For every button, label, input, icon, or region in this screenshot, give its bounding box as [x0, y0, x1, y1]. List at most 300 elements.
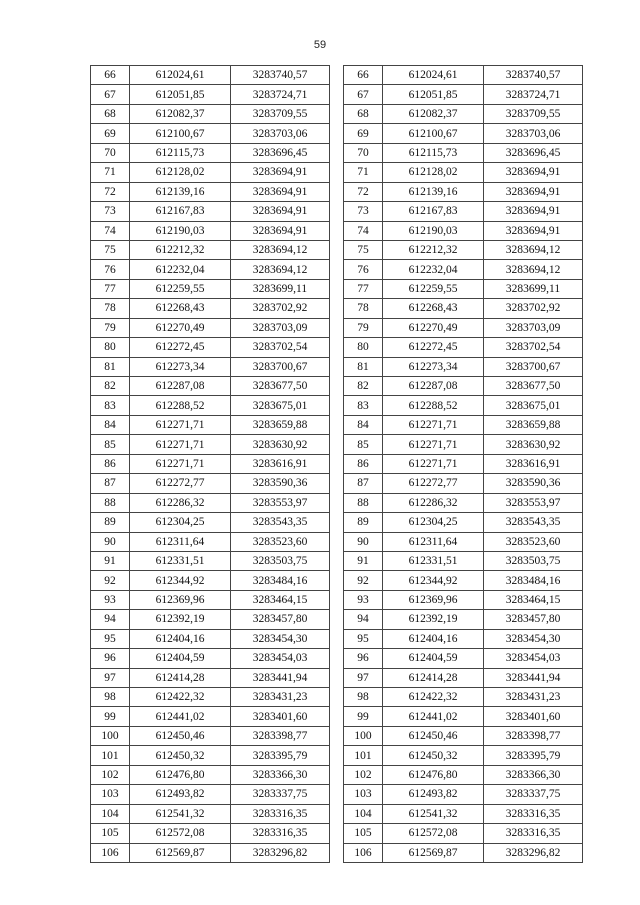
point-number-cell: 105 [344, 824, 383, 843]
y-coordinate-cell: 3283703,06 [484, 124, 583, 143]
x-coordinate-cell: 612115,73 [130, 143, 231, 162]
y-coordinate-cell: 3283543,35 [484, 513, 583, 532]
y-coordinate-cell: 3283700,67 [484, 357, 583, 376]
table-row [91, 260, 330, 279]
table-row [91, 357, 330, 376]
y-coordinate-cell: 3283677,50 [484, 377, 583, 396]
table-row [91, 649, 330, 668]
x-coordinate-cell: 612272,77 [383, 474, 484, 493]
y-coordinate-cell: 3283709,55 [484, 104, 583, 123]
table-row [91, 279, 330, 298]
table-row [344, 474, 583, 493]
y-coordinate-cell: 3283523,60 [484, 532, 583, 551]
point-number-cell: 103 [344, 785, 383, 804]
y-coordinate-cell: 3283630,92 [231, 435, 330, 454]
table-row [344, 124, 583, 143]
y-coordinate-cell: 3283457,80 [231, 610, 330, 629]
x-coordinate-cell: 612450,32 [383, 746, 484, 765]
x-coordinate-cell: 612082,37 [130, 104, 231, 123]
y-coordinate-cell: 3283694,91 [231, 182, 330, 201]
x-coordinate-cell: 612272,45 [130, 338, 231, 357]
x-coordinate-cell: 612344,92 [130, 571, 231, 590]
x-coordinate-cell: 612404,16 [383, 629, 484, 648]
x-coordinate-cell: 612422,32 [383, 688, 484, 707]
table-row [91, 163, 330, 182]
x-coordinate-cell: 612286,32 [130, 493, 231, 512]
point-number-cell: 79 [91, 318, 130, 337]
table-row [91, 240, 330, 259]
x-coordinate-cell: 612569,87 [130, 843, 231, 862]
y-coordinate-cell: 3283431,23 [484, 688, 583, 707]
y-coordinate-cell: 3283694,91 [484, 221, 583, 240]
table-row [91, 571, 330, 590]
x-coordinate-cell: 612167,83 [130, 202, 231, 221]
table-row [91, 824, 330, 843]
x-coordinate-cell: 612259,55 [130, 279, 231, 298]
y-coordinate-cell: 3283724,71 [231, 85, 330, 104]
point-number-cell: 80 [91, 338, 130, 357]
table-row [344, 765, 583, 784]
point-number-cell: 84 [91, 415, 130, 434]
point-number-cell: 66 [344, 66, 383, 85]
point-number-cell: 100 [344, 726, 383, 745]
table-row [91, 104, 330, 123]
x-coordinate-cell: 612270,49 [383, 318, 484, 337]
x-coordinate-cell: 612450,46 [383, 726, 484, 745]
table-row [91, 435, 330, 454]
point-number-cell: 78 [344, 299, 383, 318]
y-coordinate-cell: 3283696,45 [484, 143, 583, 162]
table-row [344, 532, 583, 551]
y-coordinate-cell: 3283724,71 [484, 85, 583, 104]
point-number-cell: 100 [91, 726, 130, 745]
y-coordinate-cell: 3283694,91 [231, 202, 330, 221]
y-coordinate-cell: 3283401,60 [484, 707, 583, 726]
y-coordinate-cell: 3283696,45 [231, 143, 330, 162]
x-coordinate-cell: 612288,52 [130, 396, 231, 415]
point-number-cell: 96 [91, 649, 130, 668]
table-row [91, 551, 330, 570]
table-row [91, 396, 330, 415]
point-number-cell: 99 [91, 707, 130, 726]
y-coordinate-cell: 3283590,36 [484, 474, 583, 493]
y-coordinate-cell: 3283316,35 [231, 804, 330, 823]
y-coordinate-cell: 3283366,30 [231, 765, 330, 784]
x-coordinate-cell: 612288,52 [383, 396, 484, 415]
point-number-cell: 102 [344, 765, 383, 784]
y-coordinate-cell: 3283694,91 [484, 202, 583, 221]
table-row [91, 474, 330, 493]
x-coordinate-cell: 612369,96 [130, 590, 231, 609]
x-coordinate-cell: 612212,32 [383, 240, 484, 259]
table-row [344, 668, 583, 687]
x-coordinate-cell: 612051,85 [130, 85, 231, 104]
y-coordinate-cell: 3283659,88 [231, 415, 330, 434]
table-row [91, 843, 330, 862]
y-coordinate-cell: 3283694,12 [231, 260, 330, 279]
x-coordinate-cell: 612272,77 [130, 474, 231, 493]
y-coordinate-cell: 3283590,36 [231, 474, 330, 493]
x-coordinate-cell: 612259,55 [383, 279, 484, 298]
x-coordinate-cell: 612128,02 [383, 163, 484, 182]
point-number-cell: 76 [91, 260, 130, 279]
x-coordinate-cell: 612100,67 [130, 124, 231, 143]
y-coordinate-cell: 3283616,91 [484, 454, 583, 473]
point-number-cell: 94 [91, 610, 130, 629]
y-coordinate-cell: 3283316,35 [484, 804, 583, 823]
x-coordinate-cell: 612115,73 [383, 143, 484, 162]
point-number-cell: 78 [91, 299, 130, 318]
point-number-cell: 76 [344, 260, 383, 279]
table-row [91, 143, 330, 162]
point-number-cell: 99 [344, 707, 383, 726]
x-coordinate-cell: 612128,02 [130, 163, 231, 182]
y-coordinate-cell: 3283553,97 [231, 493, 330, 512]
point-number-cell: 70 [91, 143, 130, 162]
point-number-cell: 89 [91, 513, 130, 532]
table-row [91, 338, 330, 357]
y-coordinate-cell: 3283316,35 [484, 824, 583, 843]
table-row [91, 726, 330, 745]
table-body-right [344, 66, 583, 863]
point-number-cell: 85 [344, 435, 383, 454]
x-coordinate-cell: 612212,32 [130, 240, 231, 259]
y-coordinate-cell: 3283395,79 [231, 746, 330, 765]
table-row [91, 454, 330, 473]
table-row [91, 66, 330, 85]
table-row [344, 338, 583, 357]
point-number-cell: 81 [344, 357, 383, 376]
point-number-cell: 87 [91, 474, 130, 493]
point-number-cell: 104 [344, 804, 383, 823]
y-coordinate-cell: 3283694,91 [231, 163, 330, 182]
coordinate-table-right [343, 65, 583, 863]
table-row [91, 765, 330, 784]
point-number-cell: 71 [91, 163, 130, 182]
point-number-cell: 66 [91, 66, 130, 85]
x-coordinate-cell: 612271,71 [130, 454, 231, 473]
point-number-cell: 101 [344, 746, 383, 765]
x-coordinate-cell: 612414,28 [383, 668, 484, 687]
x-coordinate-cell: 612139,16 [383, 182, 484, 201]
y-coordinate-cell: 3283694,91 [484, 182, 583, 201]
y-coordinate-cell: 3283441,94 [231, 668, 330, 687]
x-coordinate-cell: 612287,08 [130, 377, 231, 396]
x-coordinate-cell: 612311,64 [130, 532, 231, 551]
x-coordinate-cell: 612273,34 [383, 357, 484, 376]
y-coordinate-cell: 3283441,94 [484, 668, 583, 687]
point-number-cell: 67 [344, 85, 383, 104]
y-coordinate-cell: 3283543,35 [231, 513, 330, 532]
table-row [91, 629, 330, 648]
point-number-cell: 68 [344, 104, 383, 123]
y-coordinate-cell: 3283740,57 [231, 66, 330, 85]
table-row [91, 610, 330, 629]
y-coordinate-cell: 3283484,16 [231, 571, 330, 590]
x-coordinate-cell: 612476,80 [383, 765, 484, 784]
x-coordinate-cell: 612493,82 [130, 785, 231, 804]
point-number-cell: 72 [91, 182, 130, 201]
y-coordinate-cell: 3283398,77 [231, 726, 330, 745]
table-row [91, 377, 330, 396]
point-number-cell: 101 [91, 746, 130, 765]
x-coordinate-cell: 612286,32 [383, 493, 484, 512]
table-row [91, 513, 330, 532]
point-number-cell: 73 [344, 202, 383, 221]
point-number-cell: 97 [344, 668, 383, 687]
y-coordinate-cell: 3283553,97 [484, 493, 583, 512]
y-coordinate-cell: 3283454,03 [484, 649, 583, 668]
x-coordinate-cell: 612572,08 [130, 824, 231, 843]
x-coordinate-cell: 612369,96 [383, 590, 484, 609]
x-coordinate-cell: 612272,45 [383, 338, 484, 357]
x-coordinate-cell: 612024,61 [383, 66, 484, 85]
point-number-cell: 77 [344, 279, 383, 298]
y-coordinate-cell: 3283457,80 [484, 610, 583, 629]
x-coordinate-cell: 612273,34 [130, 357, 231, 376]
x-coordinate-cell: 612541,32 [130, 804, 231, 823]
table-row [344, 415, 583, 434]
y-coordinate-cell: 3283454,30 [484, 629, 583, 648]
table-row [91, 668, 330, 687]
point-number-cell: 91 [344, 551, 383, 570]
y-coordinate-cell: 3283694,12 [484, 260, 583, 279]
point-number-cell: 69 [344, 124, 383, 143]
table-row [91, 532, 330, 551]
table-row [344, 649, 583, 668]
x-coordinate-cell: 612271,71 [130, 435, 231, 454]
point-number-cell: 102 [91, 765, 130, 784]
x-coordinate-cell: 612304,25 [383, 513, 484, 532]
point-number-cell: 86 [344, 454, 383, 473]
table-row [344, 551, 583, 570]
x-coordinate-cell: 612441,02 [383, 707, 484, 726]
x-coordinate-cell: 612051,85 [383, 85, 484, 104]
table-row [91, 785, 330, 804]
table-row [344, 377, 583, 396]
point-number-cell: 73 [91, 202, 130, 221]
coordinate-table-left [90, 65, 330, 863]
y-coordinate-cell: 3283464,15 [231, 590, 330, 609]
y-coordinate-cell: 3283395,79 [484, 746, 583, 765]
table-row [91, 746, 330, 765]
y-coordinate-cell: 3283296,82 [484, 843, 583, 862]
table-row [344, 824, 583, 843]
table-row [91, 202, 330, 221]
x-coordinate-cell: 612572,08 [383, 824, 484, 843]
x-coordinate-cell: 612344,92 [383, 571, 484, 590]
table-row [344, 85, 583, 104]
x-coordinate-cell: 612404,59 [130, 649, 231, 668]
y-coordinate-cell: 3283694,12 [484, 240, 583, 259]
y-coordinate-cell: 3283454,03 [231, 649, 330, 668]
table-body-left [91, 66, 330, 863]
y-coordinate-cell: 3283699,11 [231, 279, 330, 298]
table-row [344, 726, 583, 745]
table-row [344, 590, 583, 609]
y-coordinate-cell: 3283675,01 [484, 396, 583, 415]
point-number-cell: 82 [344, 377, 383, 396]
table-row [344, 279, 583, 298]
table-row [344, 240, 583, 259]
x-coordinate-cell: 612190,03 [130, 221, 231, 240]
table-row [344, 843, 583, 862]
table-row [344, 785, 583, 804]
point-number-cell: 86 [91, 454, 130, 473]
point-number-cell: 69 [91, 124, 130, 143]
point-number-cell: 84 [344, 415, 383, 434]
x-coordinate-cell: 612476,80 [130, 765, 231, 784]
y-coordinate-cell: 3283703,09 [484, 318, 583, 337]
x-coordinate-cell: 612270,49 [130, 318, 231, 337]
point-number-cell: 89 [344, 513, 383, 532]
y-coordinate-cell: 3283431,23 [231, 688, 330, 707]
x-coordinate-cell: 612541,32 [383, 804, 484, 823]
table-row [344, 629, 583, 648]
point-number-cell: 81 [91, 357, 130, 376]
point-number-cell: 98 [91, 688, 130, 707]
y-coordinate-cell: 3283398,77 [484, 726, 583, 745]
page-number: 59 [313, 39, 327, 51]
y-coordinate-cell: 3283702,92 [484, 299, 583, 318]
point-number-cell: 105 [91, 824, 130, 843]
point-number-cell: 90 [91, 532, 130, 551]
x-coordinate-cell: 612082,37 [383, 104, 484, 123]
x-coordinate-cell: 612268,43 [130, 299, 231, 318]
y-coordinate-cell: 3283296,82 [231, 843, 330, 862]
y-coordinate-cell: 3283484,16 [484, 571, 583, 590]
table-row [344, 260, 583, 279]
point-number-cell: 91 [91, 551, 130, 570]
point-number-cell: 79 [344, 318, 383, 337]
point-number-cell: 75 [91, 240, 130, 259]
point-number-cell: 83 [91, 396, 130, 415]
table-row [344, 299, 583, 318]
point-number-cell: 67 [91, 85, 130, 104]
y-coordinate-cell: 3283366,30 [484, 765, 583, 784]
y-coordinate-cell: 3283503,75 [484, 551, 583, 570]
x-coordinate-cell: 612024,61 [130, 66, 231, 85]
point-number-cell: 94 [344, 610, 383, 629]
x-coordinate-cell: 612287,08 [383, 377, 484, 396]
table-row [91, 590, 330, 609]
table-row [344, 493, 583, 512]
table-row [344, 435, 583, 454]
table-row [344, 688, 583, 707]
y-coordinate-cell: 3283454,30 [231, 629, 330, 648]
x-coordinate-cell: 612422,32 [130, 688, 231, 707]
point-number-cell: 85 [91, 435, 130, 454]
x-coordinate-cell: 612271,71 [383, 454, 484, 473]
x-coordinate-cell: 612404,16 [130, 629, 231, 648]
table-row [91, 124, 330, 143]
table-row [344, 221, 583, 240]
table-row [344, 571, 583, 590]
x-coordinate-cell: 612404,59 [383, 649, 484, 668]
y-coordinate-cell: 3283703,06 [231, 124, 330, 143]
table-row [344, 318, 583, 337]
x-coordinate-cell: 612167,83 [383, 202, 484, 221]
point-number-cell: 106 [91, 843, 130, 862]
table-row [91, 688, 330, 707]
x-coordinate-cell: 612450,32 [130, 746, 231, 765]
x-coordinate-cell: 612392,19 [130, 610, 231, 629]
x-coordinate-cell: 612271,71 [383, 435, 484, 454]
table-row [344, 143, 583, 162]
table-row [344, 454, 583, 473]
x-coordinate-cell: 612311,64 [383, 532, 484, 551]
x-coordinate-cell: 612493,82 [383, 785, 484, 804]
point-number-cell: 90 [344, 532, 383, 551]
point-number-cell: 103 [91, 785, 130, 804]
y-coordinate-cell: 3283702,54 [484, 338, 583, 357]
x-coordinate-cell: 612271,71 [130, 415, 231, 434]
point-number-cell: 82 [91, 377, 130, 396]
y-coordinate-cell: 3283709,55 [231, 104, 330, 123]
point-number-cell: 98 [344, 688, 383, 707]
y-coordinate-cell: 3283337,75 [231, 785, 330, 804]
x-coordinate-cell: 612190,03 [383, 221, 484, 240]
table-row [344, 804, 583, 823]
table-row [91, 182, 330, 201]
y-coordinate-cell: 3283703,09 [231, 318, 330, 337]
y-coordinate-cell: 3283740,57 [484, 66, 583, 85]
point-number-cell: 77 [91, 279, 130, 298]
table-row [344, 104, 583, 123]
point-number-cell: 106 [344, 843, 383, 862]
y-coordinate-cell: 3283616,91 [231, 454, 330, 473]
table-row [91, 85, 330, 104]
table-row [344, 396, 583, 415]
x-coordinate-cell: 612569,87 [383, 843, 484, 862]
point-number-cell: 92 [344, 571, 383, 590]
x-coordinate-cell: 612331,51 [383, 551, 484, 570]
y-coordinate-cell: 3283694,91 [484, 163, 583, 182]
x-coordinate-cell: 612392,19 [383, 610, 484, 629]
x-coordinate-cell: 612139,16 [130, 182, 231, 201]
table-row [344, 707, 583, 726]
x-coordinate-cell: 612232,04 [383, 260, 484, 279]
table-row [91, 318, 330, 337]
point-number-cell: 93 [344, 590, 383, 609]
x-coordinate-cell: 612441,02 [130, 707, 231, 726]
y-coordinate-cell: 3283401,60 [231, 707, 330, 726]
y-coordinate-cell: 3283677,50 [231, 377, 330, 396]
point-number-cell: 95 [91, 629, 130, 648]
y-coordinate-cell: 3283675,01 [231, 396, 330, 415]
y-coordinate-cell: 3283523,60 [231, 532, 330, 551]
point-number-cell: 83 [344, 396, 383, 415]
point-number-cell: 97 [91, 668, 130, 687]
point-number-cell: 93 [91, 590, 130, 609]
y-coordinate-cell: 3283694,12 [231, 240, 330, 259]
y-coordinate-cell: 3283337,75 [484, 785, 583, 804]
table-row [344, 66, 583, 85]
y-coordinate-cell: 3283316,35 [231, 824, 330, 843]
point-number-cell: 96 [344, 649, 383, 668]
point-number-cell: 71 [344, 163, 383, 182]
point-number-cell: 74 [91, 221, 130, 240]
table-row [91, 415, 330, 434]
x-coordinate-cell: 612414,28 [130, 668, 231, 687]
point-number-cell: 88 [91, 493, 130, 512]
y-coordinate-cell: 3283702,54 [231, 338, 330, 357]
point-number-cell: 80 [344, 338, 383, 357]
table-row [344, 610, 583, 629]
y-coordinate-cell: 3283464,15 [484, 590, 583, 609]
y-coordinate-cell: 3283659,88 [484, 415, 583, 434]
point-number-cell: 68 [91, 104, 130, 123]
